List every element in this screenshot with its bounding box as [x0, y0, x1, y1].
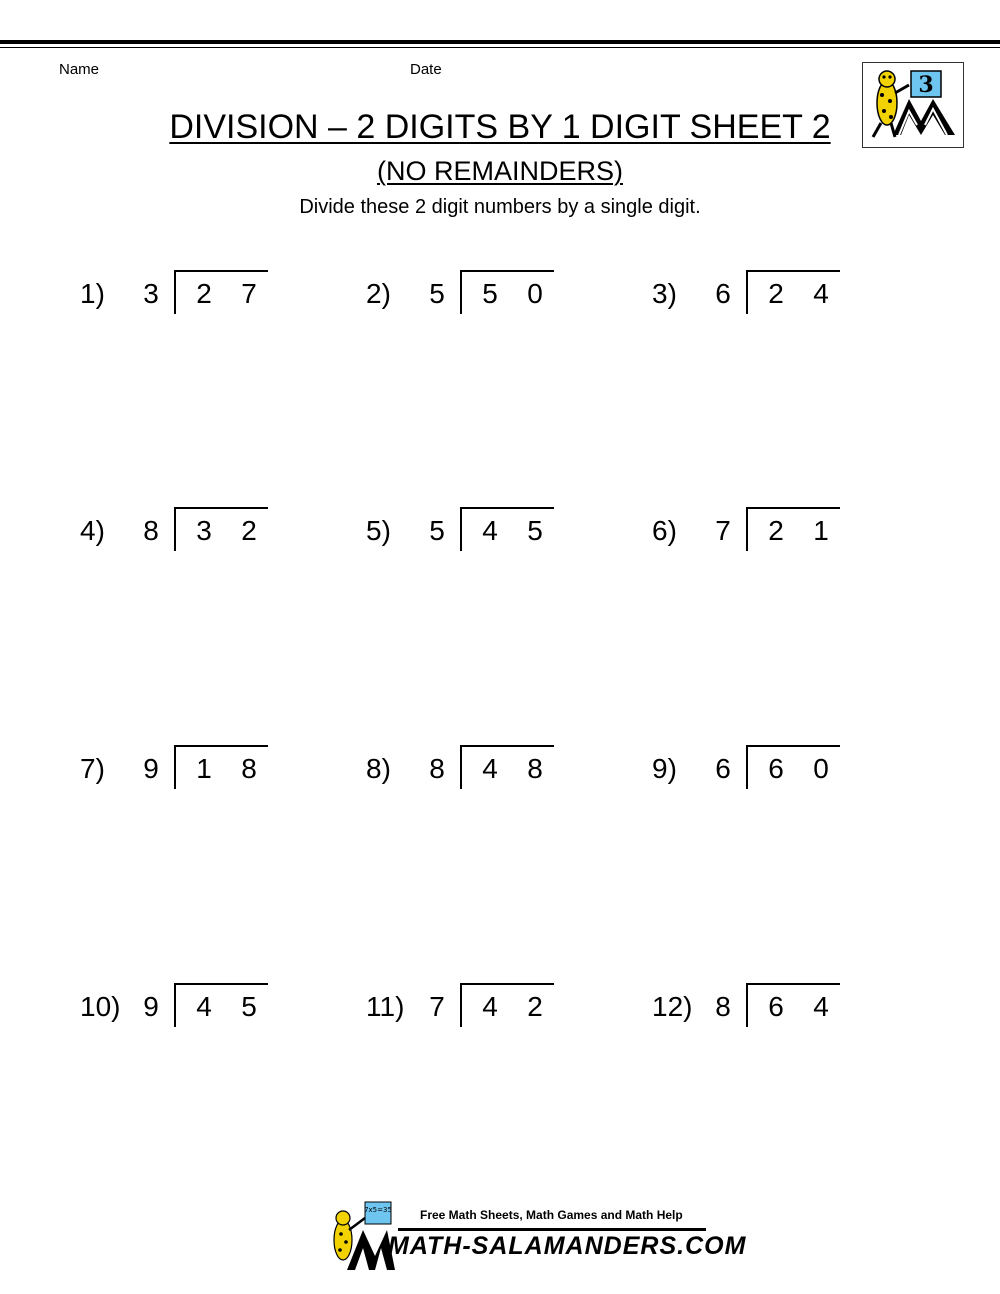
- division-problem: [652, 272, 922, 332]
- dividend-ones-digit: 2: [241, 515, 257, 546]
- footer-site-link[interactable]: MATH-SALAMANDERS.COM: [388, 1232, 747, 1260]
- divisor: 8: [429, 753, 445, 784]
- dividend-ones-digit: 4: [813, 991, 829, 1022]
- problem-number: 9): [652, 753, 677, 784]
- dividend-ones-digit: 5: [241, 991, 257, 1022]
- instructions: Divide these 2 digit numbers by a single digit.: [299, 196, 701, 218]
- footer-badge-text: 7x5=35: [364, 1206, 392, 1214]
- dividend-ones-digit: 7: [241, 278, 257, 309]
- divisor: 9: [143, 991, 159, 1022]
- dividend-tens-digit: 6: [768, 991, 784, 1022]
- problem-number: 6): [652, 515, 677, 546]
- division-problem: [366, 747, 636, 807]
- dividend-tens-digit: 3: [196, 515, 212, 546]
- division-problem: [366, 272, 636, 332]
- problem-number: 10): [80, 991, 121, 1022]
- dividend-ones-digit: 2: [527, 991, 543, 1022]
- footer-tagline: Free Math Sheets, Math Games and Math Help: [420, 1208, 683, 1222]
- division-problem: [80, 272, 350, 332]
- dividend-tens-digit: 2: [768, 515, 784, 546]
- footer-rule: [398, 1228, 706, 1231]
- divisor: 7: [429, 991, 445, 1022]
- divisor: 8: [715, 991, 731, 1022]
- dividend-ones-digit: 1: [813, 515, 829, 546]
- divisor: 3: [143, 278, 159, 309]
- division-problem: [652, 985, 922, 1045]
- divisor: 5: [429, 515, 445, 546]
- dividend-tens-digit: 5: [482, 278, 498, 309]
- name-label: Name: [59, 61, 100, 78]
- dividend-tens-digit: 2: [768, 278, 784, 309]
- dividend-ones-digit: 5: [527, 515, 543, 546]
- division-problem: [80, 747, 350, 807]
- division-problem: [652, 747, 922, 807]
- dividend-ones-digit: 4: [813, 278, 829, 309]
- dividend-tens-digit: 4: [196, 991, 212, 1022]
- problem-number: 7): [80, 753, 105, 784]
- grade-number: 3: [918, 72, 934, 98]
- divisor: 8: [143, 515, 159, 546]
- page-title-text: DIVISION – 2 DIGITS BY 1 DIGIT SHEET 2: [169, 108, 831, 146]
- division-problem: [652, 509, 922, 569]
- problem-number: 4): [80, 515, 105, 546]
- division-problem: [80, 509, 350, 569]
- page-subtitle-text: (NO REMAINDERS): [376, 156, 623, 186]
- dividend-ones-digit: 0: [527, 278, 543, 309]
- dividend-ones-digit: 8: [241, 753, 257, 784]
- problem-number: 1): [80, 278, 105, 309]
- dividend-ones-digit: 8: [527, 753, 543, 784]
- dividend-tens-digit: 4: [482, 753, 498, 784]
- problem-number: 2): [366, 278, 391, 309]
- footer-salamander-icon: [325, 1200, 395, 1272]
- divisor: 9: [143, 753, 159, 784]
- divisor: 7: [715, 515, 731, 546]
- dividend-tens-digit: 2: [196, 278, 212, 309]
- divisor: 6: [715, 753, 731, 784]
- divisor: 5: [429, 278, 445, 309]
- problem-number: 11): [366, 991, 405, 1022]
- problem-number: 8): [366, 753, 391, 784]
- division-problem: [80, 985, 350, 1045]
- problem-number: 5): [366, 515, 391, 546]
- division-problem: [366, 985, 636, 1045]
- divisor: 6: [715, 278, 731, 309]
- dividend-tens-digit: 4: [482, 515, 498, 546]
- problem-number: 3): [652, 278, 677, 309]
- dividend-tens-digit: 4: [482, 991, 498, 1022]
- problem-number: 12): [652, 991, 693, 1022]
- dividend-tens-digit: 1: [196, 753, 212, 784]
- date-label: Date: [410, 61, 442, 78]
- division-problem: [366, 509, 636, 569]
- dividend-tens-digit: 6: [768, 753, 784, 784]
- dividend-ones-digit: 0: [813, 753, 829, 784]
